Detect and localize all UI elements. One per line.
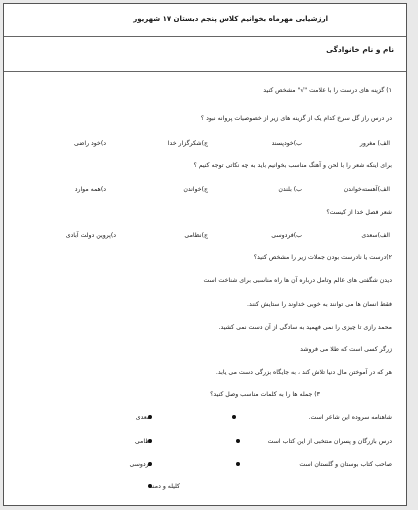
q3-left-item-1: سعدی xyxy=(135,414,152,421)
q1b-question: برای اینکه شعر را با لحن و آهنگ مناسب بخوانیم باید به چه نکاتی توجه کنیم ؟ xyxy=(193,162,392,169)
q1a-option-d[interactable]: د)خود راضی xyxy=(73,140,106,147)
title-divider xyxy=(4,36,406,37)
q2-statement-2: فقط انسان ها می توانند به خوبی خداوند را ستایش کنند. xyxy=(247,301,392,308)
q3-right-item-1: شاهنامه سروده این شاعر است. xyxy=(308,414,392,421)
match-dot-right-2[interactable] xyxy=(236,439,240,443)
q3-right-item-2: درس بازرگان و پسران منتخبی از این کتاب است xyxy=(267,438,392,445)
q1a-option-a[interactable]: الف) مغرور xyxy=(359,140,390,147)
name-divider xyxy=(4,71,406,72)
q1b-option-b[interactable]: ب) بلندن xyxy=(278,186,302,193)
q3-left-item-4: کلیله و دمنه xyxy=(149,483,180,490)
q2-instruction: ۲)درست یا نادرست بودن جملات زیر را مشخص کنید؟ xyxy=(253,254,392,261)
q1a-option-c[interactable]: ج)شکرگزار خدا xyxy=(167,140,208,147)
match-dot-right-3[interactable] xyxy=(236,462,240,466)
q1b-option-a[interactable]: الف)آهسته‌خواندن xyxy=(343,186,390,193)
page-title: ارزشیابی مهرماه بخوانیم کلاس پنجم دبستان ۱۷ شهریور xyxy=(133,15,328,23)
q1c-option-d[interactable]: د)پروین دولت آبادی xyxy=(65,232,116,239)
q1-instruction: ۱) گزینه های درست را با علامت "√" مشخص کنید xyxy=(263,87,392,94)
q1b-option-d[interactable]: د)همه موارد xyxy=(74,186,106,193)
q2-statement-4: زرگر کسی است که طلا می فروشد xyxy=(300,346,392,353)
q3-right-item-3: صاحب کتاب بوستان و گلستان است xyxy=(299,461,392,468)
q1c-option-a[interactable]: الف)سعدی xyxy=(361,232,390,239)
q1c-question: شعر فصل خدا از کیست؟ xyxy=(326,209,392,216)
q1a-question: در درس راز گل سرخ کدام یک از گزینه های زیر از خصوصیات پروانه نبود ؟ xyxy=(200,115,392,122)
match-dot-right-1[interactable] xyxy=(232,415,236,419)
q2-statement-1: دیدن شگفتی های عالم وتامل درباره آن ها راه مناسبی برای شناخت است xyxy=(203,277,392,284)
q3-instruction: ۳) جمله ها را به کلمات مناسب وصل کنید؟ xyxy=(210,391,320,398)
student-name-label: نام و نام خانوادگی xyxy=(326,45,394,54)
q1b-option-c[interactable]: ج)خواندن xyxy=(183,186,208,193)
q2-statement-5: هر که در آموختن مال دنیا تلاش کند ، به جایگاه بزرگی دست می یابد. xyxy=(215,369,392,376)
exam-sheet xyxy=(3,3,407,506)
q1c-option-c[interactable]: ج)نظامی xyxy=(184,232,208,239)
q1a-option-b[interactable]: ب)خودپسند xyxy=(271,140,302,147)
q1c-option-b[interactable]: ب)فردوسی xyxy=(271,232,302,239)
q2-statement-3: محمد رازی تا چیزی را نمی فهمید به سادگی از آن دست نمی کشید. xyxy=(218,324,392,331)
q3-left-item-3: فردوسی xyxy=(129,461,152,468)
q3-left-item-2: نظامی xyxy=(134,438,152,445)
